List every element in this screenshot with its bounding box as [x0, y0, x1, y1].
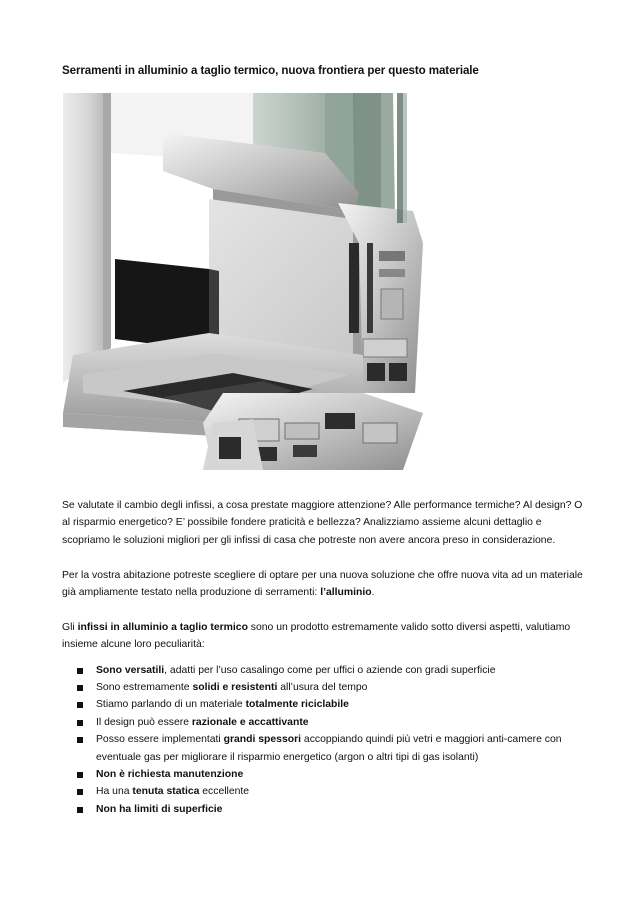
paragraph-material-bold: l’alluminio — [320, 587, 372, 599]
square-bullet-icon — [77, 702, 83, 708]
square-bullet-icon — [77, 685, 83, 691]
list-item-bold: totalmente riciclabile — [245, 699, 349, 711]
paragraph-thermal — [62, 619, 590, 654]
feature-list — [62, 662, 590, 819]
document-body — [62, 497, 590, 818]
list-item-bold: razionale e accattivante — [191, 716, 309, 728]
list-item-post: , adatti per l’uso casalingo come per uffici o aziende con gradi superficie — [164, 664, 496, 676]
square-bullet-icon — [77, 737, 83, 743]
list-item — [76, 801, 590, 818]
list-item — [76, 731, 590, 766]
paragraph-material-text: Per la vostra abitazione potreste scegliere di optare per una nuova soluzione che offre nuova vita ad un materiale già ampliamente testato nella produzione di serramenti: — [62, 569, 583, 599]
aluminum-window-profile-section-image — [63, 93, 441, 470]
list-item-bold: Non è richiesta manutenzione — [96, 769, 244, 781]
list-item-bold: Non ha limiti di superficie — [96, 803, 223, 815]
list-item-bold: Sono versatili — [96, 664, 165, 676]
list-item — [76, 662, 590, 679]
list-item-bold: tenuta statica — [132, 786, 200, 798]
list-item — [76, 679, 590, 696]
list-item — [76, 714, 590, 731]
list-item-pre: Posso essere implementati — [96, 734, 224, 746]
paragraph-thermal-text: Gli — [62, 621, 78, 633]
square-bullet-icon — [77, 772, 83, 778]
paragraph-thermal-bold: infissi in alluminio a taglio termico — [77, 621, 248, 633]
paragraph-material-end: . — [371, 587, 375, 599]
list-item — [76, 696, 590, 713]
document-title: Serramenti in alluminio a taglio termico, nuova frontiera per questo materiale — [62, 64, 479, 77]
list-item-pre: Sono estremamente — [96, 682, 193, 694]
list-item — [76, 766, 590, 783]
square-bullet-icon — [77, 789, 83, 795]
square-bullet-icon — [77, 720, 83, 726]
list-item-pre: Il design può essere — [96, 716, 192, 728]
list-item-bold: grandi spessori — [223, 734, 302, 746]
list-item-pre: Stiamo parlando di un materiale — [96, 699, 246, 711]
list-item — [76, 783, 590, 800]
list-item-pre: Ha una — [96, 786, 133, 798]
square-bullet-icon — [77, 807, 83, 813]
paragraph-material — [62, 567, 590, 602]
list-item-post: all’usura del tempo — [277, 682, 368, 694]
paragraph-intro: Se valutate il cambio degli infissi, a cosa prestate maggiore attenzione? Alle performance termiche? Al design? O al risparmio energetico? E’ possibile fondere praticità e bellezza? Analizziamo assieme alcuni dettaglio e scopriamo le soluzioni migliori per gli infissi di casa che potreste non avere ancora preso in considerazione. — [62, 500, 583, 546]
paragraph-thermal-end: sono un prodotto estremamente valido sotto diversi aspetti, valutiamo insieme alcune loro peculiarità: — [62, 621, 571, 651]
list-item-post: eccellente — [199, 786, 250, 798]
list-item-post: accoppiando quindi più vetri e maggiori anti-camere con eventuale gas per migliorare il risparmio energetico (argon o altri tipi di gas isolanti) — [96, 734, 562, 763]
square-bullet-icon — [77, 668, 83, 674]
list-item-bold: solidi e resistenti — [192, 682, 278, 694]
